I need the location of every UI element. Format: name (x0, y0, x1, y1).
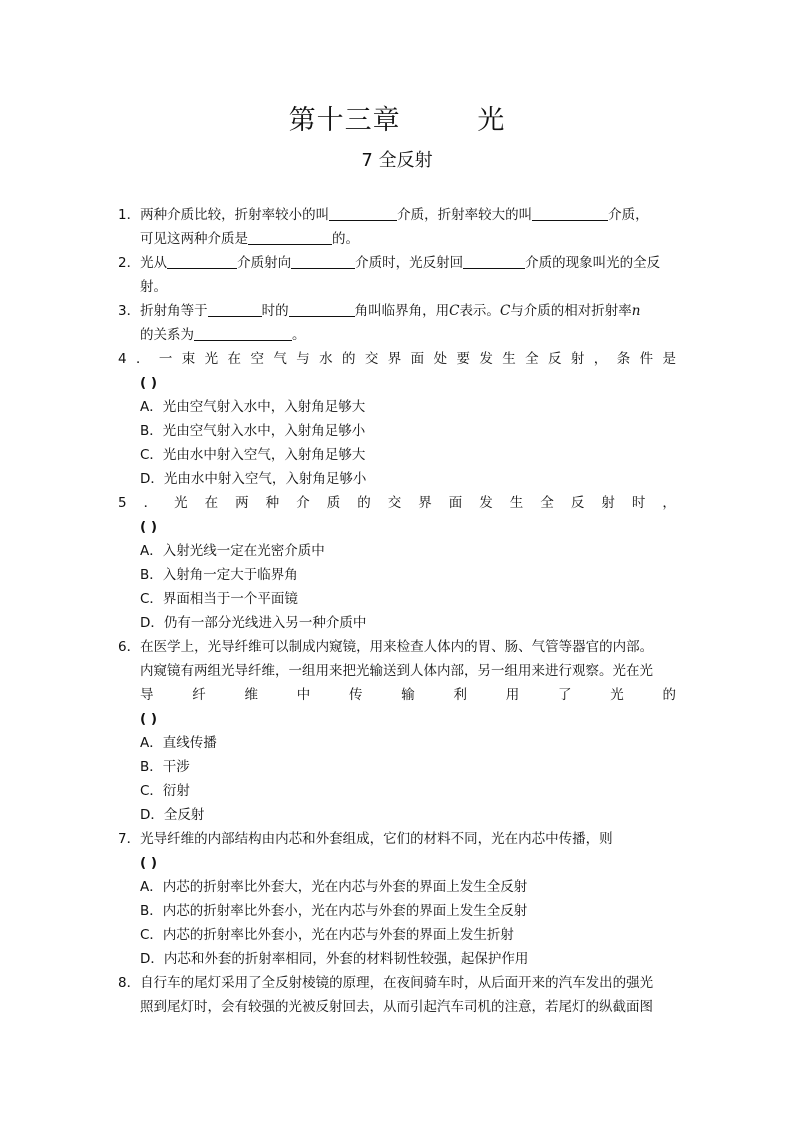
option-a[interactable]: A．入射光线一定在光密介质中 (140, 543, 325, 559)
option-d[interactable]: D．全反射 (140, 807, 205, 823)
question-3-line-1: 3．折射角等于 时的 角叫临界角，用C表示。C与介质的相对折射率n (118, 303, 641, 319)
answer-blank[interactable] (167, 254, 237, 269)
section-title: 7 全反射 (361, 150, 433, 171)
answer-blank[interactable] (291, 254, 355, 269)
answer-blank[interactable] (248, 230, 332, 245)
question-1-line-2: 可见这两种介质是 的。 (140, 231, 359, 247)
answer-blank[interactable] (208, 302, 262, 317)
option-a[interactable]: A．光由空气射入水中，入射角足够大 (140, 399, 366, 415)
option-b[interactable]: B．入射角一定大于临界角 (140, 567, 298, 583)
question-6-line-2: 内窥镜有两组光导纤维，一组用来把光输送到人体内部，另一组用来进行观察。光在光 (140, 663, 653, 679)
option-a[interactable]: A．内芯的折射率比外套大，光在内芯与外套的界面上发生全反射 (140, 879, 528, 895)
option-d[interactable]: D．内芯和外套的折射率相同，外套的材料韧性较强，起保护作用 (140, 951, 529, 967)
answer-paren[interactable]: ( ) (140, 855, 158, 871)
answer-blank[interactable] (532, 206, 608, 221)
question-5-stem: 5 ． 光 在 两 种 介 质 的 交 界 面 发 生 全 反 射 时 ， (118, 495, 676, 511)
option-c[interactable]: C．内芯的折射率比外套小，光在内芯与外套的界面上发生折射 (140, 927, 514, 943)
question-8-line-2: 照到尾灯时，会有较强的光被反射回去，从而引起汽车司机的注意，若尾灯的纵截面图 (140, 999, 653, 1015)
option-b[interactable]: B．光由空气射入水中，入射角足够小 (140, 423, 366, 439)
option-a[interactable]: A．直线传播 (140, 735, 217, 751)
option-b[interactable]: B．内芯的折射率比外套小，光在内芯与外套的界面上发生全反射 (140, 903, 528, 919)
option-c[interactable]: C．衍射 (140, 783, 190, 799)
answer-paren[interactable]: ( ) (140, 711, 158, 727)
answer-blank[interactable] (289, 302, 355, 317)
answer-blank[interactable] (463, 254, 525, 269)
answer-blank[interactable] (329, 206, 397, 221)
question-2-line-2: 射。 (140, 279, 167, 295)
question-7-line-1: 7．光导纤维的内部结构由内芯和外套组成，它们的材料不同，光在内芯中传播，则 (118, 831, 613, 847)
question-4-stem: 4 ． 一 束 光 在 空 气 与 水 的 交 界 面 处 要 发 生 全 反 射 ， 条 件 是 (118, 351, 676, 367)
answer-paren[interactable]: ( ) (140, 519, 158, 535)
chapter-title: 第十三章 光 (288, 105, 506, 136)
question-6-line-1: 6．在医学上，光导纤维可以制成内窥镜，用来检查人体内的胃、肠、气管等器官的内部。 (118, 639, 654, 655)
question-3-line-2: 的关系为 。 (140, 327, 306, 343)
answer-blank[interactable] (194, 326, 292, 341)
option-b[interactable]: B．干涉 (140, 759, 190, 775)
question-6-line-3: 导 纤 维 中 传 输 利 用 了 光 的 (140, 687, 676, 703)
question-1-line-1: 1．两种介质比较，折射率较小的叫 介质，折射率较大的叫 介质， (118, 207, 649, 223)
question-2-line-1: 2．光从 介质射向 介质时，光反射回 介质的现象叫光的全反 (118, 255, 661, 271)
option-c[interactable]: C．界面相当于一个平面镜 (140, 591, 298, 607)
option-d[interactable]: D．光由水中射入空气，入射角足够小 (140, 471, 367, 487)
option-c[interactable]: C．光由水中射入空气，入射角足够大 (140, 447, 366, 463)
option-d[interactable]: D．仍有一部分光线进入另一种介质中 (140, 615, 367, 631)
question-8-line-1: 8．自行车的尾灯采用了全反射棱镜的原理，在夜间骑车时，从后面开来的汽车发出的强光 (118, 975, 654, 991)
answer-paren[interactable]: ( ) (140, 375, 158, 391)
